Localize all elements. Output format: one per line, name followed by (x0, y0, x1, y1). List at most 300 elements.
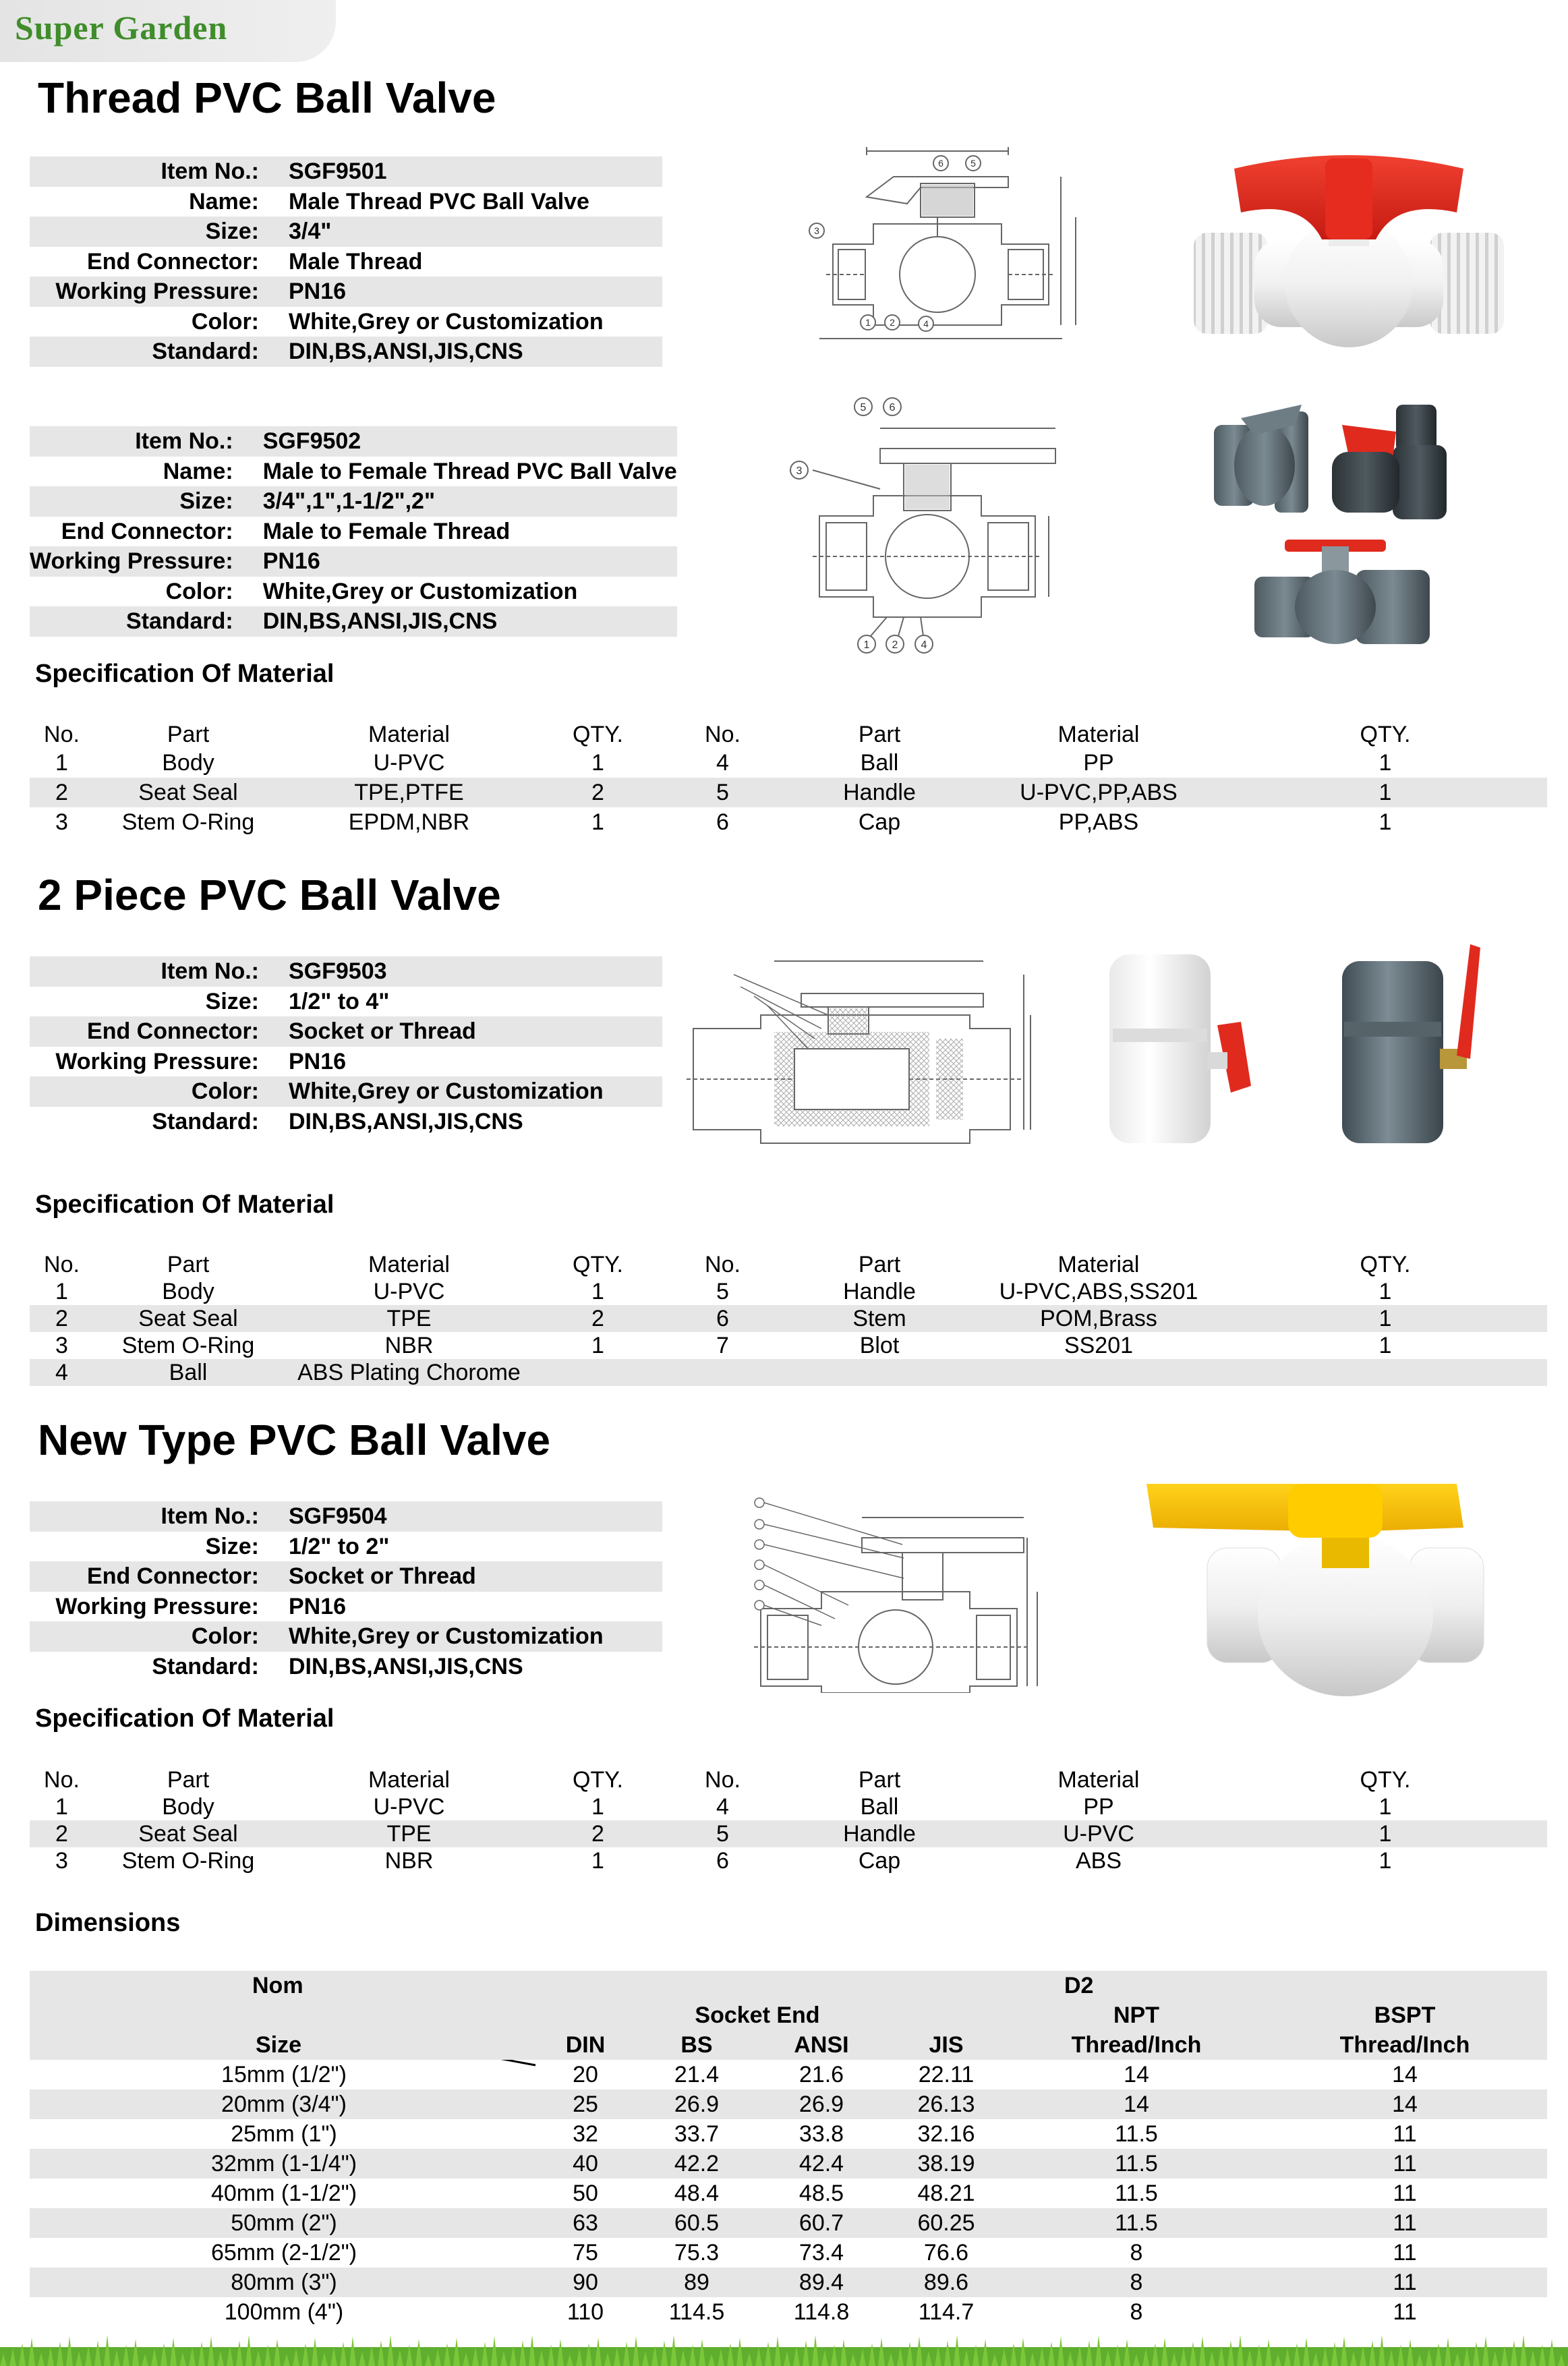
info-value: Male Thread (289, 248, 423, 275)
info-label: End Connector: (30, 1561, 274, 1592)
brand-name: Super Garden (15, 9, 228, 47)
info-value: White,Grey or Customization (289, 308, 604, 335)
spec-cell: 1 (1378, 809, 1392, 835)
spec-title-1: Specification Of Material (35, 660, 335, 688)
dimension-cell: 11 (1393, 2121, 1417, 2147)
spec-cell (660, 1359, 785, 1386)
dimension-cell: 22.11 (918, 2062, 975, 2087)
spec-cell: 2 (30, 1820, 94, 1847)
spec-header-cell: No. (705, 1767, 741, 1793)
spec-row (30, 1359, 1547, 1386)
dimension-row (30, 2268, 1547, 2297)
dimension-cell: 60.5 (633, 2208, 761, 2238)
info-label: Color: (30, 1076, 274, 1107)
spec-cell: 2 (535, 1820, 660, 1847)
spec-header-cell: Material (368, 722, 450, 747)
spec-cell: 1 (591, 1333, 604, 1358)
spec-header-row (30, 1246, 1547, 1278)
info-label: Standard: (152, 1108, 259, 1134)
valve-photo-sgf9503 (1076, 934, 1524, 1160)
dimension-cell: 11 (1393, 2299, 1417, 2325)
product-info-sgf9501 (30, 156, 662, 367)
dimension-cell: 48.4 (674, 2181, 720, 2206)
spec-cell: 1 (55, 750, 68, 776)
info-label: End Connector: (61, 518, 233, 544)
info-value: 1/2" to 2" (289, 1533, 390, 1559)
spec-cell: Body (162, 1794, 214, 1820)
dimension-cell: 20mm (3/4") (30, 2089, 538, 2119)
info-label: Size: (30, 486, 248, 517)
info-row (30, 426, 677, 457)
spec-header-cell: No. (44, 1767, 80, 1793)
info-value: PN16 (274, 277, 662, 307)
spec-cell: 4 (716, 1794, 729, 1820)
info-row (30, 606, 677, 637)
spec-header-cell: Part (167, 722, 210, 747)
callout-label: 3 (796, 465, 803, 477)
dimension-cell: 114.5 (668, 2299, 725, 2325)
dimension-cell: 50mm (2") (30, 2208, 538, 2238)
dimension-cell: 48.21 (917, 2181, 975, 2206)
spec-header-cell: Material (1057, 722, 1140, 747)
dimension-cell: 32.16 (917, 2121, 975, 2147)
spec-cell: Seat Seal (94, 1305, 283, 1332)
info-value: DIN,BS,ANSI,JIS,CNS (289, 1108, 523, 1134)
info-value: White,Grey or Customization (262, 578, 578, 604)
spec-cell: SS201 (1064, 1333, 1134, 1358)
spec-cell: Stem O-Ring (121, 1848, 255, 1874)
dimension-cell: 38.19 (882, 2149, 1010, 2179)
info-row (30, 1592, 662, 1622)
spec-header-cell: Part (858, 1252, 901, 1277)
info-row (30, 956, 662, 987)
info-row (30, 1076, 662, 1107)
spec-title-2: Specification Of Material (35, 1190, 335, 1219)
dimension-cell: 11.5 (1010, 2149, 1262, 2179)
dimension-row (30, 2060, 1547, 2089)
info-label: Name: (163, 458, 233, 484)
dimension-cell: 90 (538, 2268, 633, 2297)
spec-header-row (30, 716, 1547, 748)
dimension-cell: 63 (538, 2208, 633, 2238)
dimension-cell: 114.7 (918, 2299, 975, 2325)
info-row (30, 577, 677, 607)
info-value: 3/4" (274, 217, 662, 247)
spec-cell: Ball (860, 750, 899, 776)
info-label: Color: (191, 308, 259, 335)
size-header: Size (30, 2030, 538, 2060)
spec-header-cell: Part (858, 1767, 901, 1793)
info-label: End Connector: (30, 1016, 274, 1047)
info-value: SGF9503 (274, 956, 662, 987)
spec-cell: 2 (535, 778, 660, 807)
spec-cell: 1 (591, 1279, 604, 1304)
info-label: Name: (189, 188, 259, 214)
dimension-cell: 89.6 (882, 2268, 1010, 2297)
spec-cell: 1 (591, 750, 604, 776)
info-label: Size: (30, 217, 274, 247)
info-value: Male to Female Thread PVC Ball Valve (262, 458, 677, 484)
product-info-sgf9503 (30, 956, 662, 1136)
dimension-cell: 110 (567, 2299, 604, 2325)
callout-label: 6 (938, 158, 943, 169)
spec-header-cell: QTY. (573, 1252, 623, 1277)
bs-header: BS (633, 2030, 761, 2060)
dimension-cell: 32mm (1-1/4") (30, 2149, 538, 2179)
spec-cell: 1 (591, 1794, 604, 1820)
spec-cell: TPE,PTFE (283, 778, 535, 807)
spec-row (30, 778, 1547, 807)
info-row (30, 486, 677, 517)
spec-cell: 5 (660, 1820, 785, 1847)
dimension-cell: 89.4 (761, 2268, 882, 2297)
spec-cell: 2 (30, 1305, 94, 1332)
product-info-sgf9504 (30, 1501, 662, 1681)
spec-cell: NBR (384, 1848, 434, 1874)
spec-header-cell: QTY. (573, 722, 623, 747)
dimension-cell: 75 (573, 2240, 598, 2266)
spec-cell (1223, 1359, 1547, 1386)
spec-header-cell: Part (167, 1252, 210, 1277)
dimension-row (30, 2208, 1547, 2238)
spec-cell: 1 (591, 1848, 604, 1874)
spec-cell: 5 (660, 778, 785, 807)
info-row (30, 217, 662, 247)
spec-cell: Cap (858, 809, 901, 835)
spec-row (30, 1847, 1547, 1874)
info-value: SGF9501 (274, 156, 662, 187)
info-row (30, 156, 662, 187)
spec-cell: ABS (1075, 1848, 1122, 1874)
info-row (30, 1621, 662, 1652)
dimension-cell: 11.5 (1010, 2208, 1262, 2238)
spec-cell (785, 1359, 974, 1386)
spec-cell: Handle (785, 778, 974, 807)
info-value: DIN,BS,ANSI,JIS,CNS (289, 1653, 523, 1679)
info-row (30, 1652, 662, 1682)
dimensions-title: Dimensions (35, 1909, 181, 1937)
spec-cell: U-PVC (373, 1279, 445, 1304)
spec-cell: Seat Seal (94, 1820, 283, 1847)
info-row (30, 517, 677, 547)
dimension-cell: 80mm (3") (30, 2268, 538, 2297)
info-value: PN16 (289, 1048, 347, 1074)
spec-row (30, 807, 1547, 837)
spec-cell: 4 (716, 750, 729, 776)
spec-cell: POM,Brass (974, 1305, 1223, 1332)
spec-cell: 1 (1378, 1848, 1392, 1874)
dimension-cell: 11 (1262, 2208, 1547, 2238)
spec-cell: 1 (1223, 1305, 1547, 1332)
spec-cell: U-PVC (373, 750, 445, 776)
spec-header-cell: Material (1057, 1252, 1140, 1277)
info-row (30, 1016, 662, 1047)
info-value: White,Grey or Customization (274, 1621, 662, 1652)
spec-cell: U-PVC (373, 1794, 445, 1820)
bspt-header: BSPT (1262, 2000, 1547, 2030)
section-title-thread: Thread PVC Ball Valve (38, 74, 496, 122)
dimension-cell: 60.25 (882, 2208, 1010, 2238)
info-label: Standard: (30, 337, 274, 367)
callout-label: 4 (921, 639, 927, 651)
info-value: SGF9502 (248, 426, 677, 457)
spec-row (30, 1305, 1547, 1332)
info-label: Item No.: (30, 956, 274, 987)
dimension-cell: 89 (633, 2268, 761, 2297)
spec-cell: Stem (785, 1305, 974, 1332)
spec-cell: EPDM,NBR (348, 809, 470, 835)
spec-cell: Handle (843, 1279, 916, 1304)
spec-cell: Stem O-Ring (121, 809, 255, 835)
npt-header: NPT (1010, 2000, 1262, 2030)
info-label: Working Pressure: (55, 1593, 259, 1619)
dimension-cell: 11.5 (1115, 2121, 1158, 2147)
dimension-cell: 8 (1010, 2268, 1262, 2297)
info-value: Male to Female Thread (262, 518, 511, 544)
info-row (30, 457, 677, 487)
d2-header: D2 (1010, 1971, 1262, 2000)
dimension-cell: 48.5 (798, 2181, 844, 2206)
spec-cell: Blot (859, 1333, 900, 1358)
spec-cell: TPE (283, 1305, 535, 1332)
spec-header-cell: Part (167, 1767, 210, 1793)
spec-cell: Cap (858, 1848, 901, 1874)
dimension-cell: 20 (573, 2062, 598, 2087)
valve-photo-sgf9502 (1200, 398, 1470, 654)
info-label: End Connector: (87, 248, 259, 275)
spec-cell: U-PVC (974, 1820, 1223, 1847)
info-value: DIN,BS,ANSI,JIS,CNS (248, 606, 677, 637)
dimensions-table (30, 1971, 1547, 2327)
spec-cell: Ball (860, 1794, 899, 1820)
spec-title-3: Specification Of Material (35, 1704, 335, 1733)
callout-label: 4 (923, 318, 929, 329)
info-label: Size: (205, 988, 259, 1014)
spec-cell: 2 (535, 1305, 660, 1332)
spec-cell: PP,ABS (1058, 809, 1139, 835)
info-row (30, 1532, 662, 1562)
info-value: Socket or Thread (274, 1561, 662, 1592)
dimension-cell: 26.9 (761, 2089, 882, 2119)
spec-header-cell: No. (44, 1252, 80, 1277)
spec-cell: NBR (384, 1333, 434, 1358)
material-spec-table-1 (30, 716, 1547, 837)
dimension-cell: 73.4 (798, 2240, 844, 2266)
dimension-cell: 26.13 (882, 2089, 1010, 2119)
dimension-cell: 42.2 (633, 2149, 761, 2179)
info-label: Item No.: (30, 1501, 274, 1532)
dimension-cell: 11 (1262, 2268, 1547, 2297)
info-row (30, 546, 677, 577)
info-row (30, 1047, 662, 1077)
spec-cell: Seat Seal (94, 778, 283, 807)
dimension-cell: 33.8 (798, 2121, 844, 2147)
info-value: DIN,BS,ANSI,JIS,CNS (274, 337, 662, 367)
dimension-cell: 14 (1010, 2089, 1262, 2119)
spec-cell: ABS Plating Chorome (283, 1359, 535, 1386)
spec-cell: Body (162, 1279, 214, 1304)
info-label: Item No.: (30, 426, 248, 457)
spec-cell: 6 (716, 1848, 729, 1874)
info-label: Standard: (152, 1653, 259, 1679)
spec-cell: 7 (716, 1333, 729, 1358)
ansi-header: ANSI (761, 2030, 882, 2060)
info-value: 1/2" to 4" (289, 988, 390, 1014)
spec-cell: Ball (94, 1359, 283, 1386)
info-label: Size: (205, 1533, 259, 1559)
spec-row (30, 1332, 1547, 1359)
brand-banner (0, 0, 336, 62)
spec-header-cell: No. (705, 1252, 741, 1277)
dimension-cell: 25mm (1") (231, 2121, 337, 2147)
dimension-row (30, 2238, 1547, 2268)
spec-cell: 1 (1223, 778, 1547, 807)
spec-cell: 1 (591, 809, 604, 835)
spec-cell: 1 (55, 1794, 68, 1820)
valve-diagram-4 (747, 1491, 1044, 1693)
valve-diagram-2 (786, 395, 1069, 654)
info-label: Color: (30, 1621, 274, 1652)
product-info-sgf9502 (30, 426, 677, 637)
nom-header: Nom (30, 1971, 538, 2000)
spec-header-cell: Part (858, 722, 901, 747)
dimension-cell: 14 (1124, 2062, 1149, 2087)
info-value: White,Grey or Customization (274, 1076, 662, 1107)
dimension-cell: 8 (1130, 2299, 1143, 2325)
dimension-cell: 60.7 (761, 2208, 882, 2238)
spec-cell: 3 (55, 1848, 68, 1874)
info-row (30, 247, 662, 277)
spec-cell: U-PVC,ABS,SS201 (999, 1279, 1198, 1304)
dimension-cell: 8 (1130, 2240, 1143, 2266)
dimension-cell: 14 (1392, 2062, 1418, 2087)
spec-cell: Body (162, 750, 214, 776)
dimension-cell: 33.7 (674, 2121, 720, 2147)
spec-header-cell: QTY. (1360, 1767, 1411, 1793)
info-value: SGF9504 (274, 1501, 662, 1532)
info-value: Male Thread PVC Ball Valve (289, 188, 589, 214)
dimension-cell: 11 (1393, 2181, 1417, 2206)
dimension-cell: 76.6 (923, 2240, 969, 2266)
dimension-row (30, 2179, 1547, 2208)
spec-header-cell: QTY. (1360, 722, 1411, 747)
spec-cell: 3 (55, 809, 68, 835)
callout-label: 1 (863, 639, 870, 651)
spec-cell: TPE (283, 1820, 535, 1847)
callout-label: 2 (890, 317, 895, 328)
spec-cell: U-PVC,PP,ABS (974, 778, 1223, 807)
spec-header-cell: No. (44, 722, 80, 747)
spec-header-cell: Material (368, 1767, 450, 1793)
dimension-cell: 11 (1262, 2149, 1547, 2179)
dimension-cell: 114.8 (793, 2299, 850, 2325)
spec-cell: 6 (660, 1305, 785, 1332)
dimension-cell: 32 (573, 2121, 598, 2147)
spec-header-cell: QTY. (573, 1767, 623, 1793)
grass-footer (0, 2320, 1568, 2366)
info-value: PN16 (248, 546, 677, 577)
info-row (30, 187, 662, 217)
spec-row (30, 1278, 1547, 1305)
dimension-row (30, 2119, 1547, 2149)
valve-photo-sgf9501 (1173, 138, 1524, 361)
dimension-cell: 15mm (1/2") (221, 2062, 347, 2087)
spec-cell: 1 (1378, 750, 1392, 776)
bspt-unit-header: Thread/Inch (1262, 2030, 1547, 2060)
info-label: Working Pressure: (30, 277, 274, 307)
dimension-cell: 25 (538, 2089, 633, 2119)
spec-header-row (30, 1762, 1547, 1793)
callout-label: 5 (970, 158, 976, 169)
spec-cell: PP (1083, 1794, 1114, 1820)
info-label: Color: (165, 578, 233, 604)
info-value: 3/4",1",1-1/2",2" (248, 486, 677, 517)
dimension-cell: 50 (573, 2181, 598, 2206)
spec-header-cell: No. (705, 722, 741, 747)
info-label: Item No.: (30, 156, 274, 187)
valve-photo-sgf9504 (1140, 1480, 1524, 1703)
dimension-cell: 21.4 (674, 2062, 720, 2087)
valve-diagram-3 (687, 948, 1044, 1147)
info-row (30, 307, 662, 337)
spec-cell: Stem O-Ring (121, 1333, 255, 1358)
spec-header-cell: Material (1057, 1767, 1140, 1793)
spec-cell: 1 (1378, 1279, 1392, 1304)
spec-cell: PP (1083, 750, 1114, 776)
dimension-cell: 42.4 (761, 2149, 882, 2179)
callout-label: 2 (892, 639, 898, 651)
spec-cell: 5 (716, 1279, 729, 1304)
material-spec-table-2 (30, 1246, 1547, 1386)
dimension-cell: 14 (1262, 2089, 1547, 2119)
spec-cell: 1 (1223, 1820, 1547, 1847)
callout-label: 6 (889, 402, 896, 413)
spec-cell (974, 1359, 1223, 1386)
spec-header-cell: Material (368, 1252, 450, 1277)
dimension-cell: 26.9 (633, 2089, 761, 2119)
spec-cell: 6 (716, 809, 729, 835)
jis-header: JIS (882, 2030, 1010, 2060)
spec-row (30, 1820, 1547, 1847)
info-label: Standard: (30, 606, 248, 637)
dimension-cell: 65mm (2-1/2") (210, 2240, 357, 2266)
spec-cell: 1 (55, 1279, 68, 1304)
info-value: PN16 (289, 1593, 347, 1619)
callout-label: 5 (860, 402, 867, 413)
info-row (30, 277, 662, 307)
spec-cell: Handle (785, 1820, 974, 1847)
spec-row (30, 1793, 1547, 1820)
info-row (30, 1107, 662, 1137)
spec-cell: 4 (30, 1359, 94, 1386)
info-value: Socket or Thread (274, 1016, 662, 1047)
spec-header-cell: QTY. (1360, 1252, 1411, 1277)
spec-cell (535, 1359, 660, 1386)
spec-cell: 2 (30, 778, 94, 807)
socket-end-header: Socket End (633, 2000, 882, 2030)
dimension-row (30, 2149, 1547, 2179)
dimension-cell: 40 (538, 2149, 633, 2179)
info-row (30, 1501, 662, 1532)
dimension-cell: 75.3 (674, 2240, 720, 2266)
spec-cell: 1 (1378, 1333, 1392, 1358)
valve-diagram-1 (806, 143, 1082, 349)
dimension-cell: 100mm (4") (224, 2299, 344, 2325)
section-title-two-piece: 2 Piece PVC Ball Valve (38, 871, 501, 919)
material-spec-table-3 (30, 1762, 1547, 1874)
spec-cell: 3 (55, 1333, 68, 1358)
callout-label: 3 (814, 225, 819, 236)
